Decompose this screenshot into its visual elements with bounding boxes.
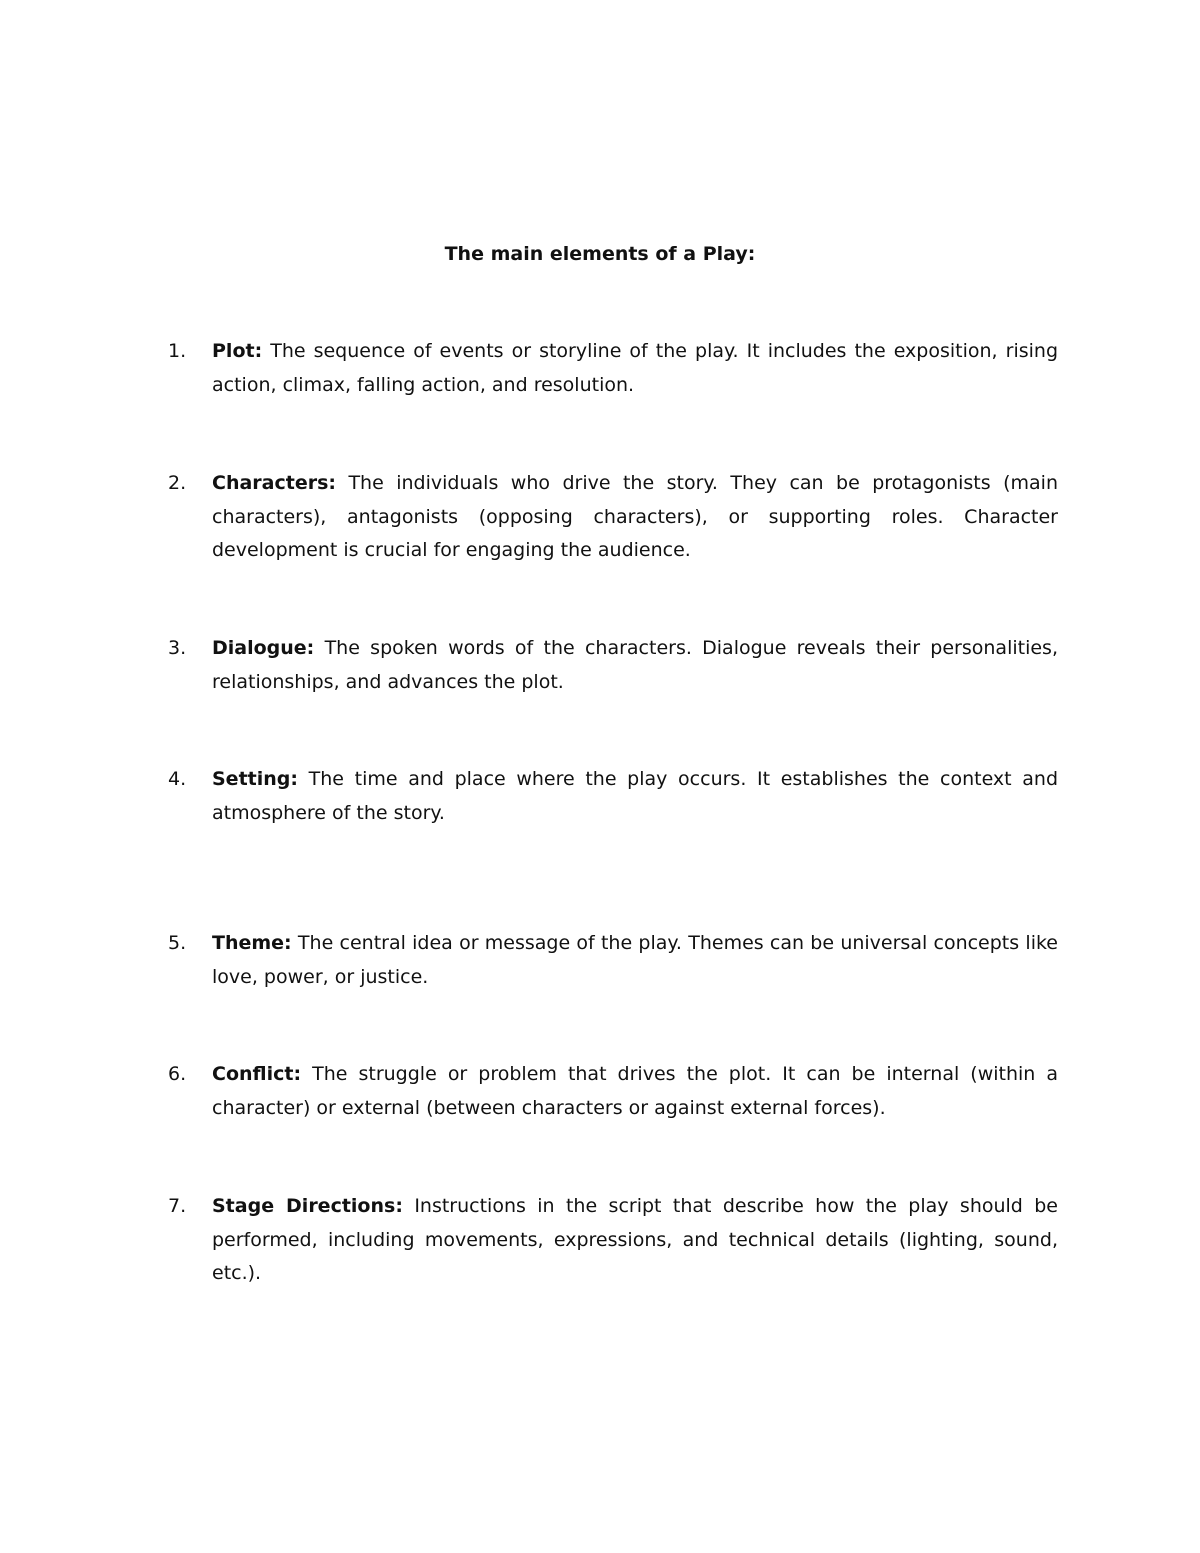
list-item-number: 6.	[168, 1063, 187, 1085]
list-item-number: 1.	[168, 340, 187, 362]
list-item-body	[212, 335, 1058, 402]
list-item-text: Instructions in the script that describe how the play should be performed, including movements, expressions, and technical details (lighting, sound, etc.).	[212, 1195, 1058, 1284]
list-item-number: 4.	[168, 768, 187, 790]
list-item-body	[212, 632, 1058, 699]
list-item-term: Plot:	[212, 340, 263, 362]
list-item-text: The central idea or message of the play. Themes can be universal concepts like love, power, or justice.	[212, 932, 1058, 988]
list-item-number: 2.	[168, 472, 187, 494]
list-item-text: The sequence of events or storyline of the play. It includes the exposition, rising action, climax, falling action, and resolution.	[212, 340, 1058, 396]
list-item-dialogue	[168, 632, 1058, 699]
list-item-body	[212, 1058, 1058, 1125]
list-item-plot	[168, 335, 1058, 402]
list-item-text: The time and place where the play occurs. It establishes the context and atmosphere of the story.	[212, 768, 1059, 824]
list-item-number: 5.	[168, 932, 187, 954]
page-title: The main elements of a Play:	[444, 243, 756, 265]
list-item-stage-directions	[168, 1190, 1058, 1291]
list-item-conflict	[168, 1058, 1058, 1125]
list-item-term: Theme:	[212, 932, 292, 954]
list-item-text: The spoken words of the characters. Dialogue reveals their personalities, relationships, and advances the plot.	[212, 637, 1058, 693]
list-item-term: Dialogue:	[212, 637, 315, 659]
list-item-term: Stage Directions:	[212, 1195, 403, 1217]
list-item-body	[212, 763, 1058, 830]
list-item-characters	[168, 467, 1058, 568]
list-item-term: Setting:	[212, 768, 298, 790]
list-item-body	[212, 1190, 1058, 1291]
list-item-setting	[168, 763, 1058, 830]
list-item-theme	[168, 927, 1058, 994]
list-item-body	[212, 467, 1058, 568]
list-item-text: The individuals who drive the story. They can be protagonists (main characters), antagonists (opposing characters), or supporting roles. Character development is crucial for engaging the audience.	[212, 472, 1058, 561]
list-item-text: The struggle or problem that drives the plot. It can be internal (within a character) or external (between characters or against external forces).	[212, 1063, 1059, 1119]
list-item-number: 3.	[168, 637, 187, 659]
list-item-body	[212, 927, 1058, 994]
list-item-term: Characters:	[212, 472, 336, 494]
list-item-term: Conflict:	[212, 1063, 302, 1085]
list-item-number: 7.	[168, 1195, 187, 1217]
